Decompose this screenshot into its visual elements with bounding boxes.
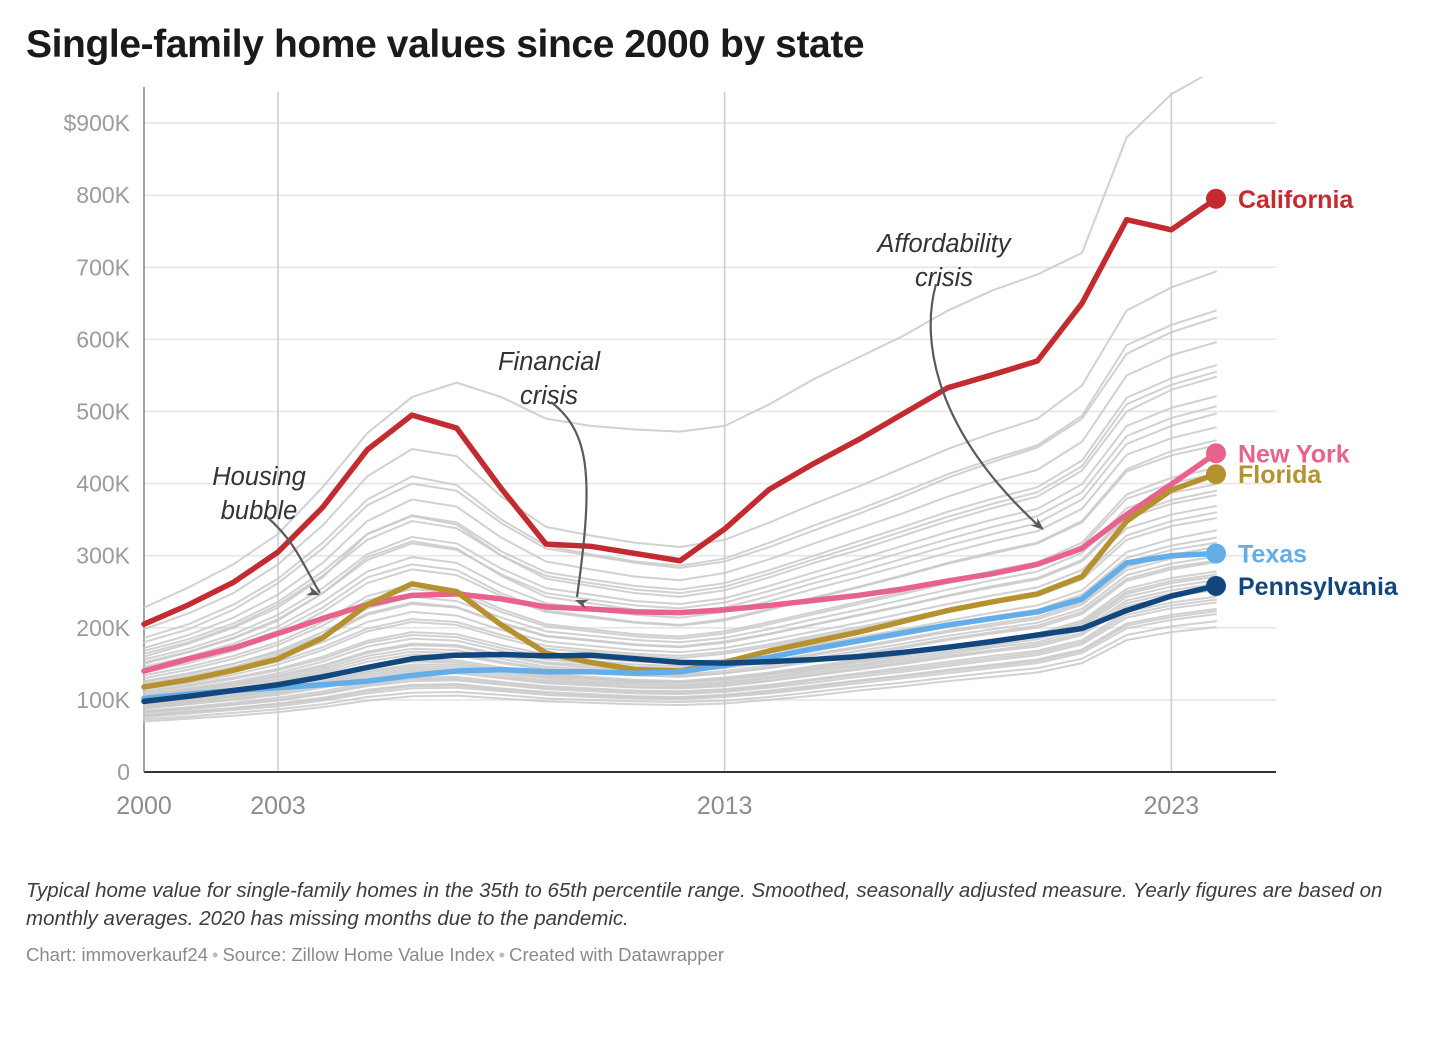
series-label-new-york: New York	[1238, 440, 1350, 469]
annotation-text: crisis	[914, 263, 974, 292]
series-label-pennsylvania: Pennsylvania	[1238, 572, 1398, 601]
y-tick-label: 300K	[76, 542, 130, 569]
x-tick-label: 2000	[116, 791, 172, 820]
y-tick-label: $900K	[63, 109, 130, 136]
annotation-text: crisis	[519, 381, 579, 410]
y-tick-label: 800K	[76, 182, 130, 209]
y-tick-label: 200K	[76, 614, 130, 641]
x-tick-label: 2003	[250, 791, 306, 820]
annotation-housing-bubble	[212, 463, 321, 600]
series-end-marker	[1206, 543, 1226, 563]
x-tick-label: 2013	[696, 791, 753, 820]
series-label-florida: Florida	[1238, 461, 1322, 490]
page-title: Single-family home values since 2000 by state	[26, 23, 865, 66]
credit-separator-1: •	[211, 944, 219, 966]
y-tick-label: 600K	[76, 326, 130, 353]
series-label-california: California	[1238, 185, 1354, 214]
y-tick-label: 100K	[76, 686, 130, 713]
annotation-text: Housing	[212, 462, 306, 491]
series-end-marker	[1206, 189, 1226, 209]
y-tick-label: 0	[117, 758, 130, 785]
annotation-arrow	[551, 402, 587, 597]
credit-tool: Created with Datawrapper	[509, 944, 725, 966]
credit-separator-2: •	[498, 944, 506, 966]
chart-canvas	[24, 77, 1416, 867]
annotation-text: Financial	[497, 347, 601, 376]
y-tick-label: 700K	[76, 254, 130, 281]
background-series-line	[144, 342, 1216, 648]
annotation-text: Affordability	[877, 229, 1011, 258]
y-tick-label: 500K	[76, 398, 130, 425]
chart-credit	[26, 944, 1416, 966]
credit-chart: Chart: immoverkauf24	[26, 944, 208, 966]
chart-footnote: Typical home value for single-family homes in the 35th to 65th percentile range. Smoothed, seasonally adjusted measure. Yearly figures are based on monthly averages. 2020 has missing months due to the pandemic.	[26, 878, 1383, 930]
series-end-marker	[1206, 464, 1226, 484]
line-chart	[24, 77, 1416, 867]
series-end-marker	[1206, 443, 1226, 463]
annotation-text: bubble	[220, 496, 298, 525]
series-end-marker	[1206, 576, 1226, 596]
credit-source: Source: Zillow Home Value Index	[222, 944, 495, 966]
x-tick-label: 2023	[1143, 791, 1200, 820]
series-label-texas: Texas	[1238, 540, 1308, 569]
y-tick-label: 400K	[76, 470, 130, 497]
annotation-financial-crisis	[498, 348, 601, 609]
